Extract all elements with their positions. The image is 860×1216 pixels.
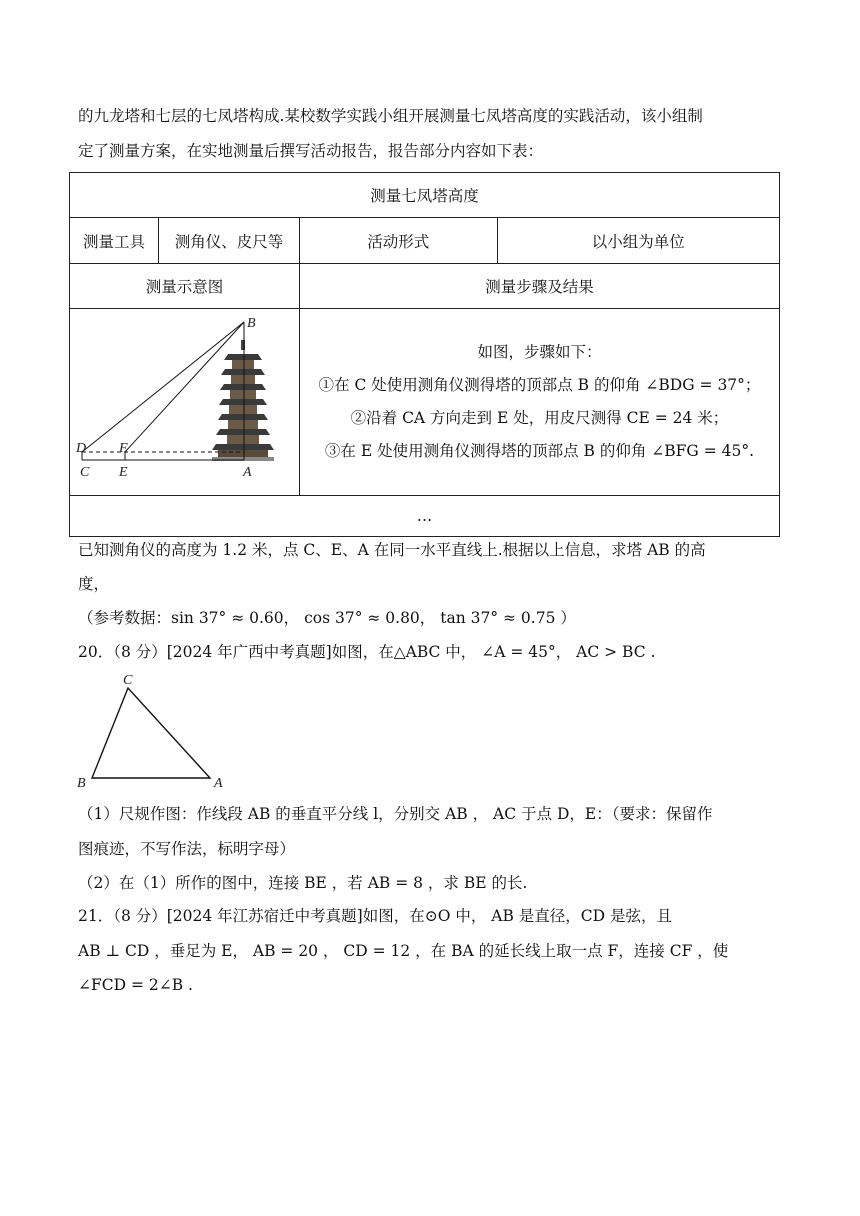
label-A: A [243, 464, 252, 480]
triangle-label-B: B [77, 776, 86, 790]
report-title: 测量七凤塔高度 [70, 173, 780, 218]
q21-line-1: 21．（8 分）[2024 年江苏宿迁中考真题]如图，在⊙O 中， AB 是直径，CD 是弦，且 [78, 907, 673, 925]
form-label: 活动形式 [299, 218, 497, 264]
tool-label: 测量工具 [70, 218, 159, 264]
q20-stem: 20．（8 分）[2024 年广西中考真题]如图，在△ABC 中， ∠A = 45°， AC > BC . [78, 643, 656, 661]
q20-part1-line-1: （1）尺规作图：作线段 AB 的垂直平分线 l，分别交 AB ， AC 于点 D，E：（要求：保留作 [78, 805, 713, 823]
report-table [69, 172, 780, 537]
diagram-cell [70, 309, 300, 496]
intro-line-1: 的九龙塔和七层的七凤塔构成.某校数学实践小组开展测量七凤塔高度的实践活动，该小组制 [78, 107, 703, 125]
steps-intro: 如图，步骤如下： [477, 343, 602, 361]
label-B: B [247, 315, 256, 331]
intro-line-2: 定了测量方案，在实地测量后撰写活动报告，报告部分内容如下表： [78, 142, 544, 160]
label-E: E [119, 464, 128, 480]
form-value: 以小组为单位 [497, 218, 779, 264]
label-C: C [80, 464, 90, 480]
steps-header: 测量步骤及结果 [299, 264, 779, 309]
diagram-header: 测量示意图 [70, 264, 300, 309]
q21-line-3: ∠FCD = 2∠B . [78, 976, 193, 994]
q19-line-2: 度， [78, 575, 110, 593]
pagoda-image [212, 340, 274, 461]
pagoda-measurement-diagram [70, 310, 298, 495]
q21-line-2: AB ⊥ CD ，垂足为 E， AB = 20 ， CD = 12 ，在 BA 的延长线上取一点 F，连接 CF ，使 [78, 942, 729, 960]
q20-part2: （2）在（1）所作的图中，连接 BE ，若 AB = 8 ，求 BE 的长. [78, 874, 528, 892]
tool-value: 测角仪、皮尺等 [158, 218, 299, 264]
steps-cell [299, 309, 779, 496]
triangle-label-A: A [214, 776, 223, 790]
q19-reference-data: （参考数据：sin 37° ≈ 0.60， cos 37° ≈ 0.80， tan 37° ≈ 0.75 ） [78, 609, 576, 627]
step-3: ③在 E 处使用测角仪测得塔的顶部点 B 的仰角 ∠BFG = 45°. [324, 442, 755, 460]
step-1: ①在 C 处使用测角仪测得塔的顶部点 B 的仰角 ∠BDG = 37°； [318, 376, 761, 394]
label-D: D [76, 440, 87, 456]
q19-line-1: 已知测角仪的高度为 1.2 米，点 C、E、A 在同一水平直线上.根据以上信息，求塔 AB 的高 [78, 541, 706, 559]
triangle-abc-diagram [70, 670, 230, 790]
label-F: F [119, 440, 128, 456]
ellipsis-row: … [70, 496, 780, 537]
step-2: ②沿着 CA 方向走到 E 处，用皮尺测得 CE = 24 米； [350, 409, 729, 427]
q20-part1-line-2: 图痕迹，不写作法，标明字母） [78, 840, 296, 858]
triangle-label-C: C [123, 673, 133, 688]
